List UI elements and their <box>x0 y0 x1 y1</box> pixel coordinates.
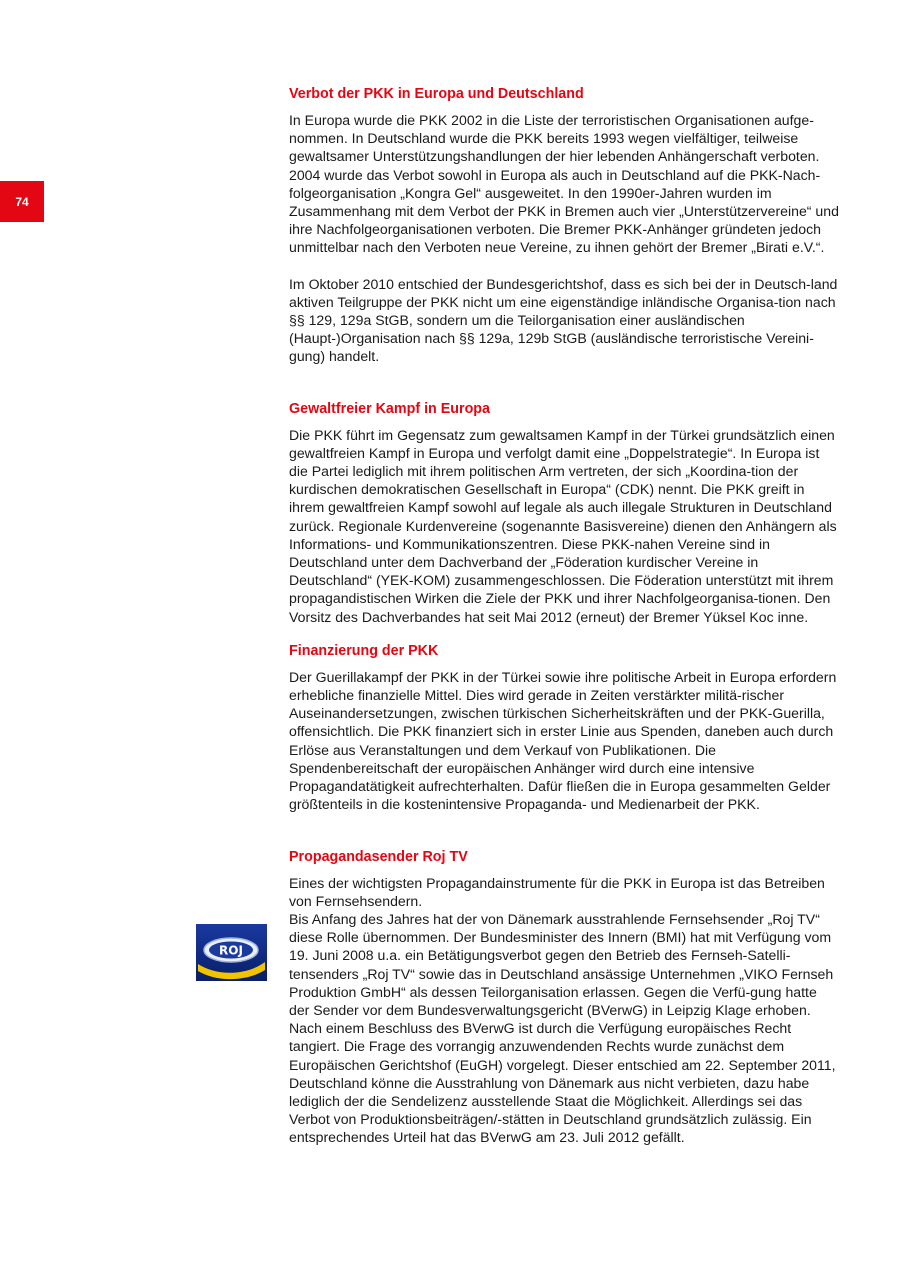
roj-tv-logo-graphic <box>196 924 267 981</box>
section-title: Gewaltfreier Kampf in Europa <box>289 400 490 417</box>
logo-text: ROJ <box>219 943 243 958</box>
logo-swoosh <box>198 962 265 979</box>
paragraph: Die PKK führt im Gegensatz zum gewaltsamen Kampf in der Türkei grundsätzlich einen gewaltfreien Kampf in Europa und verfolgt damit eine „Doppelstrategie“. In Europa ist die Partei lediglich mit ihrem politischen Arm vertreten, der sich „Koordina-tion der kurdischen demokratischen Gesellschaft in Europa“ (CDK) nennt. Die PKK greift in ihrem gewaltfreien Kampf sowohl auf legale als auch illegale Strukturen in Deutschland zurück. Regionale Kurdenvereine (sogenannte Basisvereine) dienen den Anhängern als Informations- und Kommunikationszentren. Diese PKK-nahen Vereine sind in Deutschland unter dem Dachverband der „Föderation kurdischer Vereine in Deutschland“ (YEK-KOM) zusammengeschlossen. Die Föderation unterstützt mit ihrem propagandistischen Wirken die Ziele der PKK und ihrer Nachfolgeorganisa-tionen. Den Vorsitz des Dachverbandes hat seit Mai 2012 (erneut) der Bremer Yüksel Koc inne. <box>289 426 837 625</box>
section-title: Finanzierung der PKK <box>289 642 439 659</box>
main-content <box>289 84 839 1147</box>
paragraph: Eines der wichtigsten Propagandainstrumente für die PKK in Europa ist das Betreiben von Fernsehsendern. <box>289 874 825 909</box>
section-title: Verbot der PKK in Europa und Deutschland <box>289 86 584 102</box>
section-title: Propagandasender Roj TV <box>289 848 468 865</box>
section-roj-tv <box>289 847 839 1147</box>
section-finanzierung <box>289 641 839 814</box>
page-number-tab <box>0 181 44 222</box>
paragraph: Bis Anfang des Jahres hat der von Dänemark ausstrahlende Fernsehsender „Roj TV“ diese Rolle übernommen. Der Bundesminister des Innern (BMI) hat mit Verfügung vom 19. Juni 2008 u.a. ein Betätigungsverbot gegen den Betrieb des Fernseh-Satelli-tensenders „Roj TV“ sowie das in Deutschland ansässige Unternehmen „VIKO Fernseh Produktion GmbH“ als dessen Teilorganisation erlassen. Gegen die Verfü-gung hatte der Sender vor dem Bundesverwaltungsgericht (BVerwG) in Leipzig Klage erhoben. Nach einem Beschluss des BVerwG ist durch die Verfügung europäisches Recht tangiert. Die Frage des vorrangig anzuwendenden Rechts wurde zunächst dem Europäischen Gerichtshof (EuGH) vorgelegt. Dieser entschied am 22. September 2011, Deutschland könne die Ausstrahlung von Dänemark aus nicht verbieten, dazu habe lediglich der die Sendelizenz ausstellende Staat die Möglichkeit. Allerdings sei das Verbot von Produktionsbeiträgen/-stätten in Deutschland grundsätzlich zulässig. Ein entsprechendes Urteil hat das BVerwG am 23. Juli 2012 gefällt. <box>289 910 836 1146</box>
page-number: 74 <box>15 194 29 209</box>
paragraph: Der Guerillakampf der PKK in der Türkei sowie ihre politische Arbeit in Europa erfordern erhebliche finanzielle Mittel. Dies wird gerade in Zeiten verstärkter militä-rischer Auseinandersetzungen, zwischen türkischen Sicherheitskräften und der PKK-Guerilla, offensichtlich. Die PKK finanziert sich in erster Linie aus Spenden, daneben auch durch Erlöse aus Veranstaltungen und dem Verkauf von Publikationen. Die Spendenbereitschaft der europäischen Anhänger wird durch eine intensive Propagandatätigkeit aufrechterhalten. Dafür fließen die in Europa gesammelten Gelder größtenteils in die kostenintensive Propaganda- und Medienarbeit der PKK. <box>289 668 837 813</box>
paragraph: Im Oktober 2010 entschied der Bundesgerichtshof, dass es sich bei der in Deutsch-land aktiven Teilgruppe der PKK nicht um eine eigenständige inländische Organisa-tion nach §§ 129, 129a StGB, sondern um die Teilorganisation einer ausländischen (Haupt-)Organisation nach §§ 129a, 129b StGB (ausländische terroristische Vereini-gung) handelt. <box>289 275 838 365</box>
paragraph: In Europa wurde die PKK 2002 in die Liste der terroristischen Organisationen aufge-nommen. In Deutschland wurde die PKK bereits 1993 wegen vielfältiger, teilweise gewaltsamer Unterstützungshandlungen der hier lebenden Anhängerschaft verboten. 2004 wurde das Verbot sowohl in Europa als auch in Deutschland auf die PKK-Nach-folgeorganisation „Kongra Gel“ ausgeweitet. In den 1990er-Jahren wurden im Zusammenhang mit dem Verbot der PKK in Bremen auch vier „Unterstützervereine“ und ihre Nachfolgeorganisationen verboten. Die Bremer PKK-Anhänger gründeten jedoch unmittelbar nach den Verboten neue Vereine, zu ihnen gehört der Bremer „Birati e.V.“. <box>289 112 839 256</box>
section-verbot <box>289 84 839 366</box>
section-gewaltfreier-kampf <box>289 399 839 626</box>
roj-tv-logo <box>196 924 267 981</box>
